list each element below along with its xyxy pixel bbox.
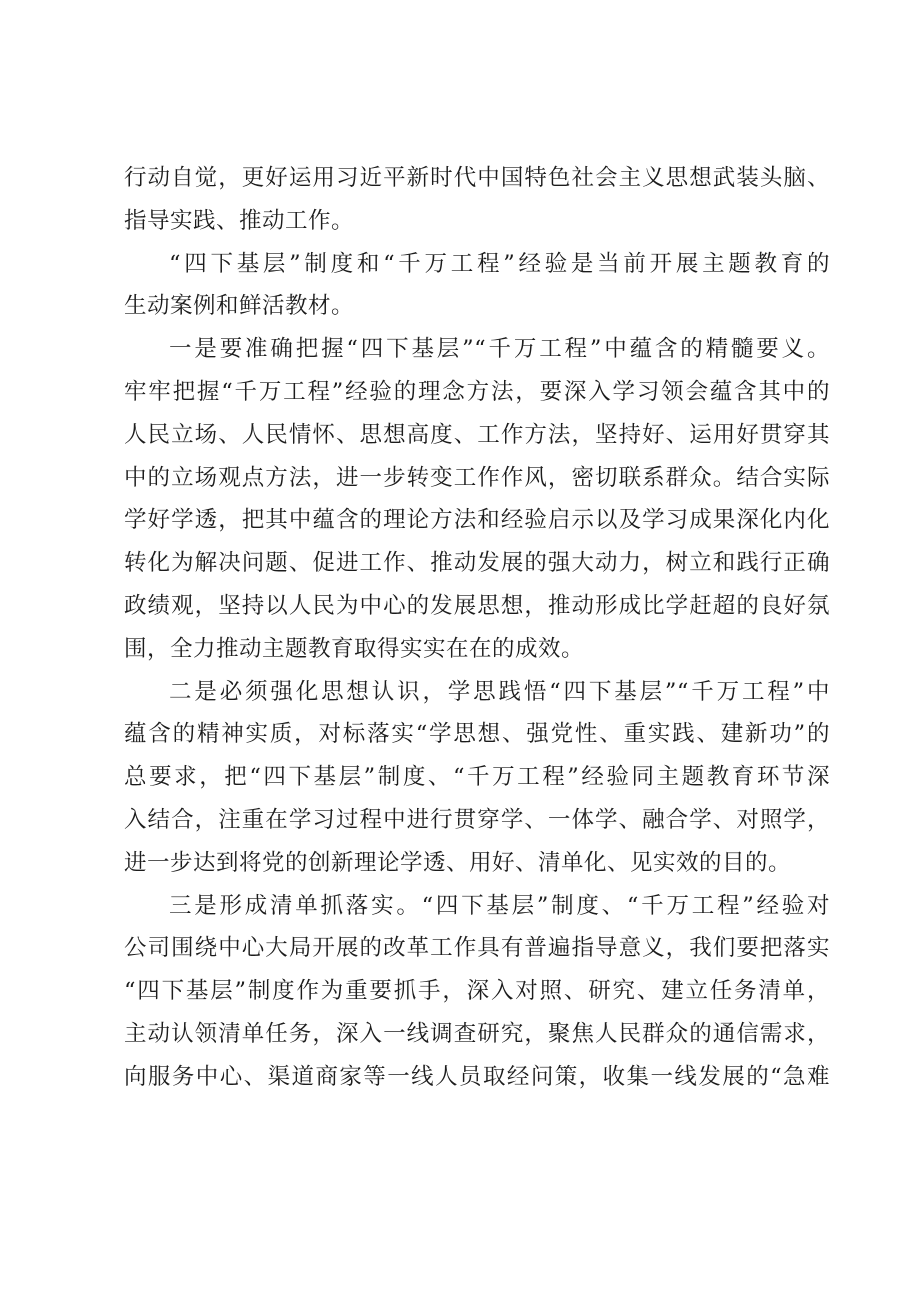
text-line: “四下基层”制度和“千万工程”经验是当前开展主题教育的 [169,250,830,277]
text-line: 学好学透，把其中蕴含的理论方法和经验启示以及学习成果深化内化 [124,507,830,534]
text-line: 总要求，把“四下基层”制度、“千万工程”经验同主题教育环节深 [124,764,830,791]
text-line: 主动认领清单任务，深入一线调查研究，聚焦人民群众的通信需求， [124,1020,830,1047]
paragraph [124,157,830,243]
text-line: 公司围绕中心大局开展的改革工作具有普遍指导意义，我们要把落实 [124,935,830,962]
text-line: 向服务中心、渠道商家等一线人员取经问策，收集一线发展的“急难 [124,1063,830,1090]
text-line: 二是必须强化思想认识，学思践悟“四下基层”“千万工程”中 [169,678,830,705]
paragraph [124,243,830,329]
text-line: 进一步达到将党的创新理论学透、用好、清单化、见实效的目的。 [124,849,792,876]
text-line: 人民立场、人民情怀、思想高度、工作方法，坚持好、运用好贯穿其 [124,421,830,448]
text-line: 转化为解决问题、促进工作、推动发展的强大动力，树立和践行正确 [124,550,830,577]
text-line: 指导实践、推动工作。 [124,207,355,234]
document-body [124,157,830,1099]
text-line: 围，全力推动主题教育取得实实在在的成效。 [124,635,585,662]
text-line: 行动自觉，更好运用习近平新时代中国特色社会主义思想武装头脑、 [124,165,830,191]
text-line: 生动案例和鲜活教材。 [124,293,355,320]
text-line: 中的立场观点方法，进一步转变工作作风，密切联系群众。结合实际 [124,464,830,491]
text-line: 入结合，注重在学习过程中进行贯穿学、一体学、融合学、对照学， [124,806,830,833]
text-line: 政绩观，坚持以人民为中心的发展思想，推动形成比学赶超的良好氛 [124,592,830,619]
text-line: 蕴含的精神实质，对标落实“学思想、强党性、重实践、建新功”的 [124,721,830,748]
paragraph [124,671,830,885]
text-line: 一是要准确把握“四下基层”“千万工程”中蕴含的精髓要义。 [169,336,830,363]
paragraph [124,328,830,670]
text-line: 牢牢把握“千万工程”经验的理念方法，要深入学习领会蕴含其中的 [124,378,830,405]
text-line: “四下基层”制度作为重要抓手，深入对照、研究、建立任务清单， [124,978,830,1005]
text-line: 三是形成清单抓落实。“四下基层”制度、“千万工程”经验对 [169,892,830,919]
paragraph [124,885,830,1099]
